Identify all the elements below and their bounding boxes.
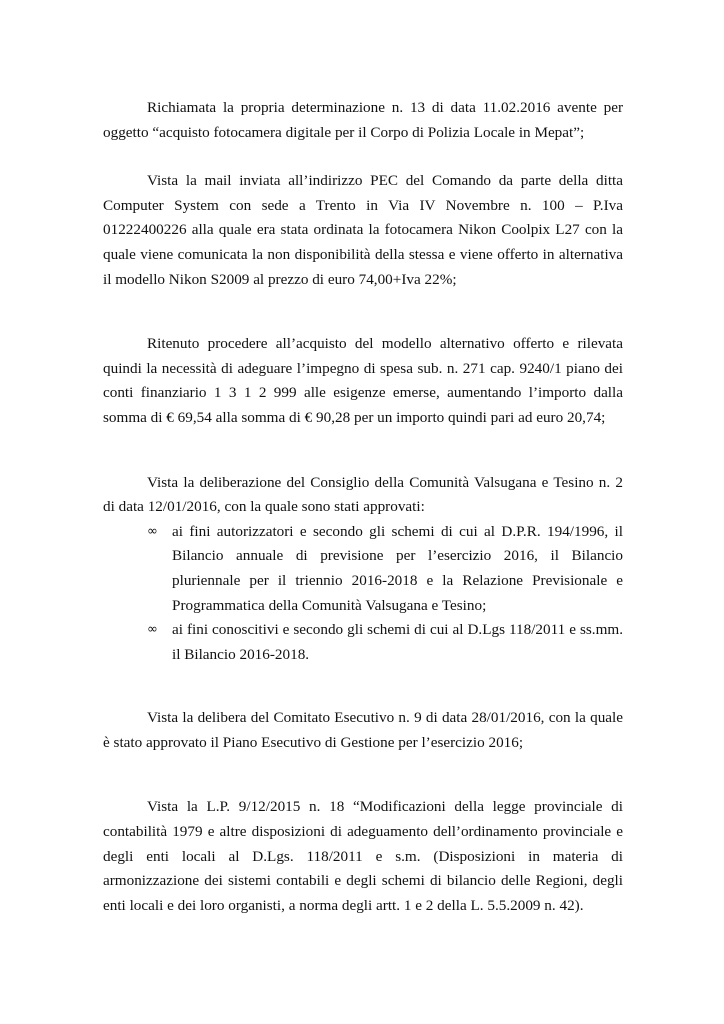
list-item-text: ai fini conoscitivi e secondo gli schemi di cui al D.Lgs 118/2011 e ss.mm. il Bilancio 2016-2018. xyxy=(172,621,623,663)
paragraph-deliberazione-consiglio: Vista la deliberazione del Consiglio della Comunità Valsugana e Tesino n. 2 di data 12/01/2016, con la quale sono stati approvati: xyxy=(103,473,623,516)
paragraph-legge-provinciale: Vista la L.P. 9/12/2015 n. 18 “Modificazioni della legge provinciale di contabilità 1979 e altre disposizioni di adeguamento dell’ordinamento provinciale e degli enti locali al D.Lgs. 118/2011 e s.m. (Disposizioni in materia di armonizzazione dei sistemi contabili e degli schemi di bilancio delle Regioni, degli enti locali e dei loro organisti, a norma degli artt. 1 e 2 della L. 5.5.2009 n. 42). xyxy=(103,798,623,914)
list-item xyxy=(103,520,623,618)
infinity-bullet-icon: ∞ xyxy=(147,622,158,638)
list-item xyxy=(103,618,623,667)
paragraph-comitato-esecutivo: Vista la delibera del Comitato Esecutivo n. 9 di data 28/01/2016, con la quale è stato approvato il Piano Esecutivo di Gestione per l’esercizio 2016; xyxy=(103,709,623,751)
list-item-text: ai fini autorizzatori e secondo gli schemi di cui al D.P.R. 194/1996, il Bilancio annuale di previsione per l’esercizio 2016, il Bilancio pluriennale per il triennio 2016-2018 e la Relazione Previsionale e Programmatica della Comunità Valsugana e Tesino; xyxy=(172,522,623,614)
paragraph-determinazione: Richiamata la propria determinazione n. 13 di data 11.02.2016 avente per oggetto “acquisto fotocamera digitale per il Corpo di Polizia Locale in Mepat”; xyxy=(103,99,623,141)
infinity-bullet-icon: ∞ xyxy=(147,523,158,539)
approved-items-list xyxy=(103,520,623,668)
paragraph-acquisto: Ritenuto procedere all’acquisto del modello alternativo offerto e rilevata quindi la necessità di adeguare l’impegno di spesa sub. n. 271 cap. 9240/1 piano dei conti finanziario 1 3 1 2 999 alle esigenze emerse, aumentando l’importo dalla somma di € 69,54 alla somma di € 90,28 per un importo quindi pari ad euro 20,74; xyxy=(103,335,623,426)
paragraph-mail-pec: Vista la mail inviata all’indirizzo PEC del Comando da parte della ditta Computer System con sede a Trento in Via IV Novembre n. 100 – P.Iva 01222400226 alla quale era stata ordinata la fotocamera Nikon Coolpix L27 con la quale viene comunicata la non disponibilità della stessa e viene offerto in alternativa il modello Nikon S2009 al prezzo di euro 74,00+Iva 22%; xyxy=(103,172,623,288)
document-page xyxy=(103,96,623,918)
